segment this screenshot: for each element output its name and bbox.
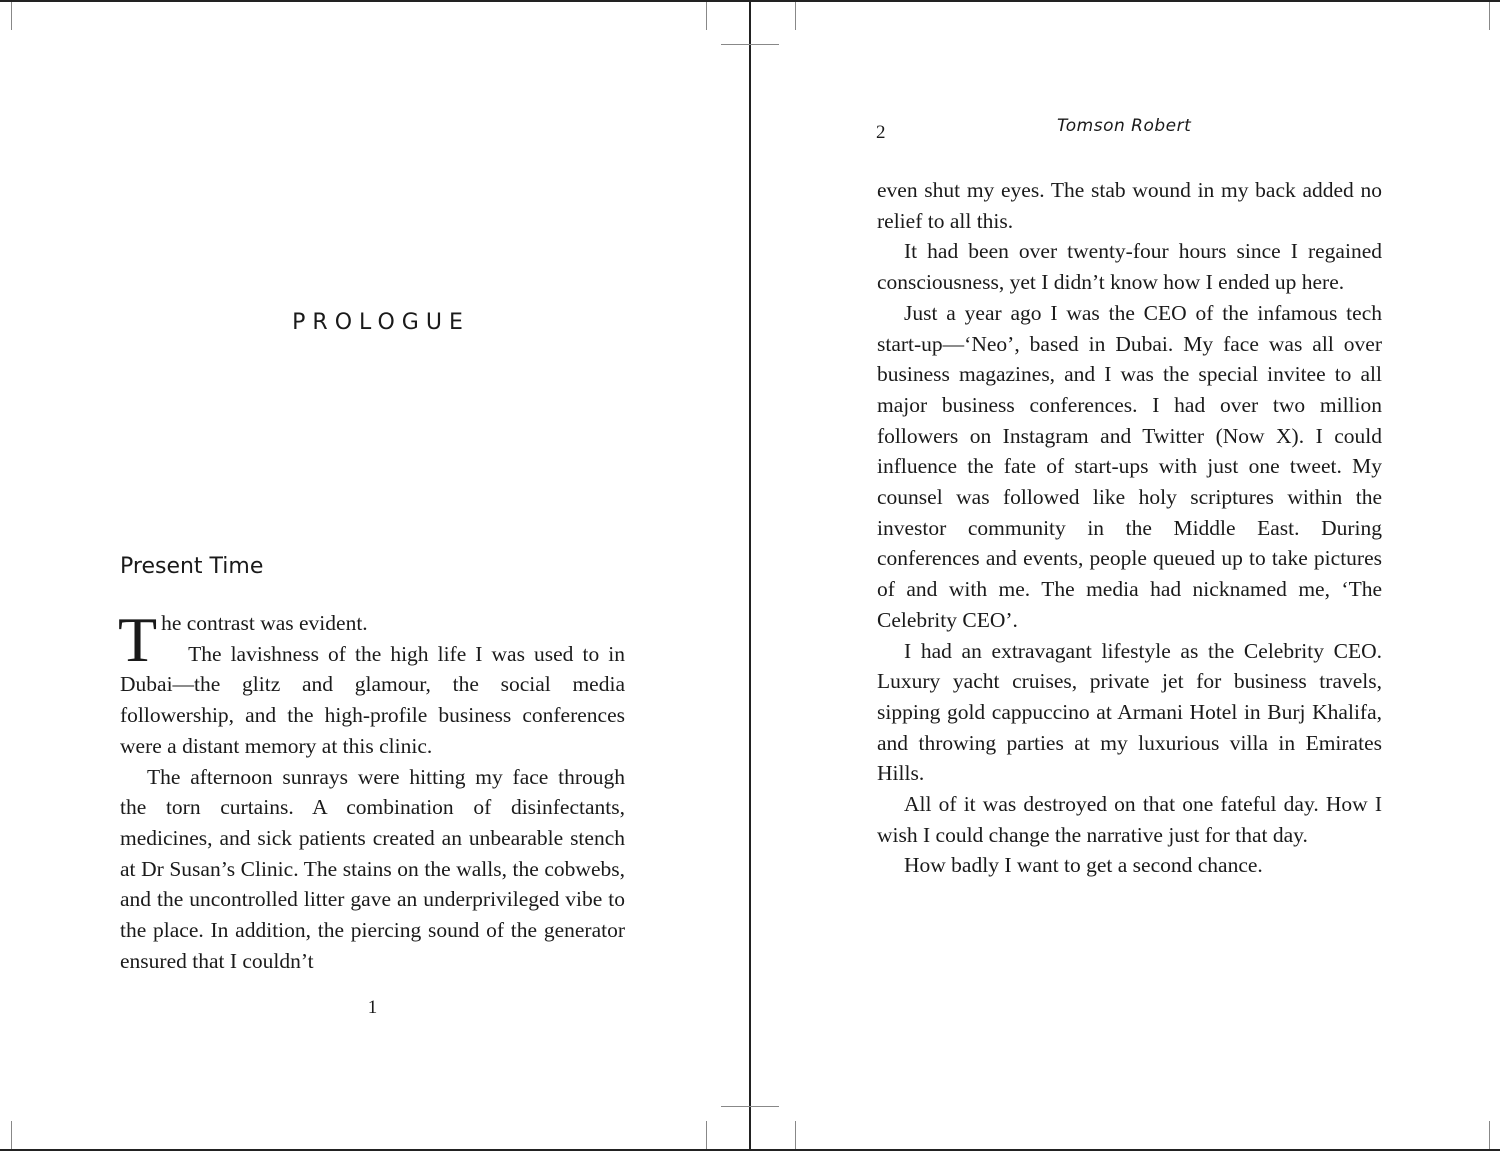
page-number: 1 <box>367 997 378 1018</box>
right-body-text <box>877 175 1382 881</box>
continued-paragraph: even shut my eyes. The stab wound in my back added no relief to all this. <box>877 178 1382 233</box>
paragraph: It had been over twenty-four hours since I regained consciousness, yet I didn’t know how I ended up here. <box>877 239 1382 295</box>
left-page <box>0 0 749 1151</box>
section-heading: Present Time <box>120 554 264 579</box>
running-head-author: Tomson Robert <box>1057 116 1192 136</box>
opening-paragraph <box>118 604 625 675</box>
drop-cap: T <box>118 604 158 675</box>
left-body-text <box>118 604 625 976</box>
paragraph: All of it was destroyed on that one fateful day. How I wish I could change the narrative just for that day. <box>877 792 1382 847</box>
right-page <box>751 0 1500 1151</box>
chapter-title: PROLOGUE <box>292 310 470 335</box>
paragraph: I had an extravagant lifestyle as the Celebrity CEO. Luxury yacht cruises, private jet for business travels, sipping gold cappuccino at Armani Hotel in Burj Khalifa, and throwing parties at my luxurious villa in Emirates Hills. <box>877 638 1382 786</box>
page-number: 2 <box>876 122 886 143</box>
paragraph: Just a year ago I was the CEO of the infamous tech start-up—‘Neo’, based in Dubai. My face was all over business magazines, and I was the special invitee to all major business conferences. I had over two million followers on Instagram and Twitter (Now X). I could influence the fate of start-ups with just one tweet. My counsel was followed like holy scriptures within the investor community in the Middle East. During conferences and events, people queued up to take pictures of and with me. The media had nicknamed me, ‘The Celebrity CEO’. <box>877 300 1382 632</box>
paragraph: The lavishness of the high life I was used to in Dubai—the glitz and glamour, the social media followership, and the high-profile business conferences were a distant memory at this clinic. <box>120 641 625 758</box>
paragraph: How badly I want to get a second chance. <box>904 853 1263 878</box>
opening-line: he contrast was evident. <box>161 611 368 635</box>
paragraph: The afternoon sunrays were hitting my face through the torn curtains. A combination of disinfectants, medicines, and sick patients created an unbearable stench at Dr Susan’s Clinic. The stains on the walls, the cobwebs, and the uncontrolled litter gave an underprivileged vibe to the place. In addition, the piercing sound of the generator ensured that I couldn’t <box>120 764 625 973</box>
